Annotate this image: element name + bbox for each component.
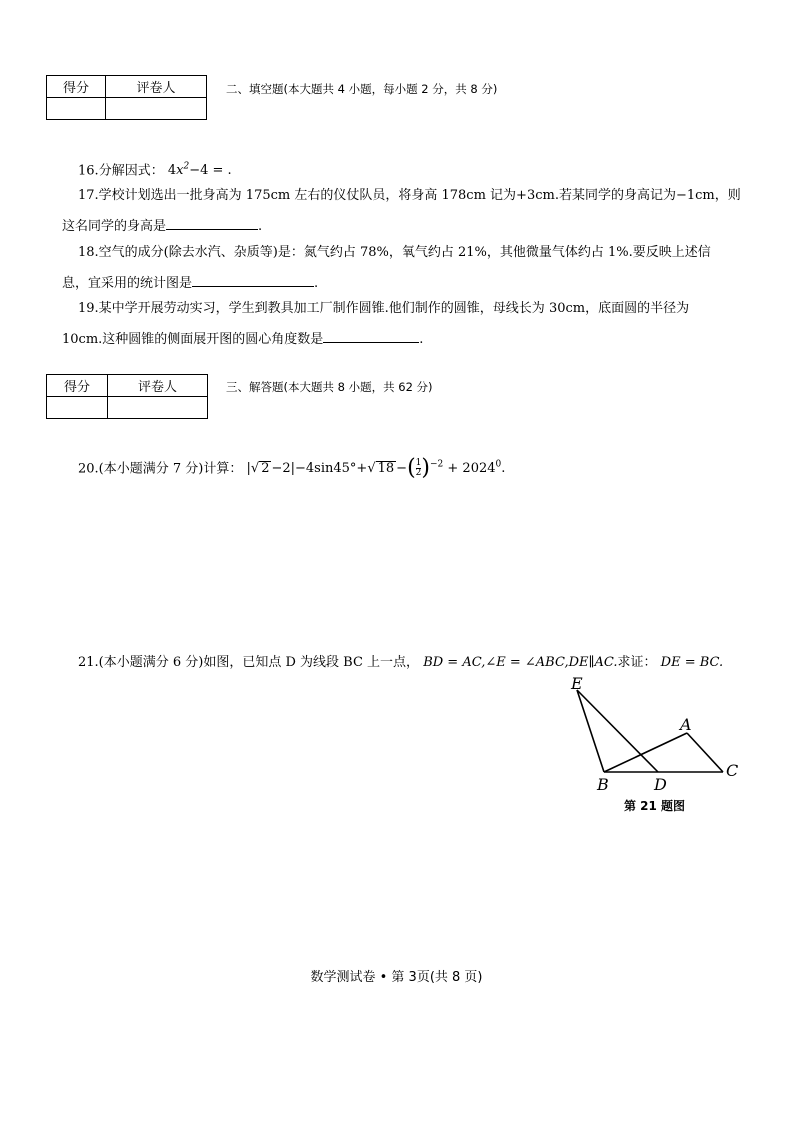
question-17-line-2: 这名同学的身高是 . [62,215,262,236]
q17-answer-blank[interactable] [166,215,258,230]
q21-prove: 求证： [617,655,657,670]
q20-prefix: 20.(本小题满分 7 分)计算： [78,461,243,477]
q21-condition: BD = AC,∠E = ∠ABC,DE∥AC. [423,655,618,670]
grader-header: 评卷人 [108,375,208,397]
q21-prefix: 21.(本小题满分 6 分)如图，已知点 D 为线段 BC 上一点， [78,655,420,670]
score-header: 得分 [47,76,106,98]
segment-ED [577,690,658,772]
score-header: 得分 [47,375,108,397]
q19-answer-blank[interactable] [323,328,419,343]
question-16 [78,158,232,180]
score-cell[interactable] [47,397,108,419]
q16-expression: $4x^2-4$ = . [167,162,232,179]
q18-answer-blank[interactable] [192,272,314,287]
point-label-A: A [680,715,692,734]
q16-text: 分解因式： [98,163,164,179]
q21-goal: DE = BC. [660,655,724,670]
q20-expression: |√ 2 −2|−4sin45°+√ 18 −( $\frac{1}{2}$ )$^{-2} + 2024^0$. [246,455,506,481]
question-19-line-2: 10cm.这种圆锥的侧面展开图的圆心角度数是 . [62,328,423,349]
segment-EB [577,690,604,772]
section-3-title: 三、解答题(本大题共 8 小题，共 62 分) [226,380,433,394]
point-label-C: C [726,761,739,780]
question-20 [78,454,505,480]
point-label-E: E [571,674,583,693]
score-box-section-3 [46,374,208,419]
point-label-B: B [597,775,609,794]
figure-21-caption: 第 21 题图 [624,799,686,813]
grader-cell[interactable] [108,397,208,419]
q16-number: 16. [78,163,99,179]
grader-header: 评卷人 [106,76,207,98]
segment-AC [687,733,723,772]
question-18-line-2: 息，宜采用的统计图是 . [62,272,318,293]
segment-BA [604,733,687,772]
question-18-line-1: 18.空气的成分(除去水汽、杂质等)是：氮气约占 78%，氧气约占 21%，其他微量气体约占 1%.要反映上述信 [78,245,711,260]
question-17-line-1: 17.学校计划选出一批身高为 175cm 左右的仪仗队员，将身高 178cm 记为+3cm.若某同学的身高记为−1cm，则 [78,188,741,203]
grader-cell[interactable] [106,98,207,120]
geometry-figure-21 [560,670,760,800]
section-2-title: 二、填空题(本大题共 4 小题，每小题 2 分，共 8 分) [226,82,498,96]
page-footer: 数学测试卷 • 第 3页(共 8 页) [310,970,483,985]
score-cell[interactable] [47,98,106,120]
score-box-section-2 [46,75,207,120]
point-label-D: D [654,775,667,794]
question-19-line-1: 19.某中学开展劳动实习，学生到教具加工厂制作圆锥.他们制作的圆锥，母线长为 30cm，底面圆的半径为 [78,301,690,316]
